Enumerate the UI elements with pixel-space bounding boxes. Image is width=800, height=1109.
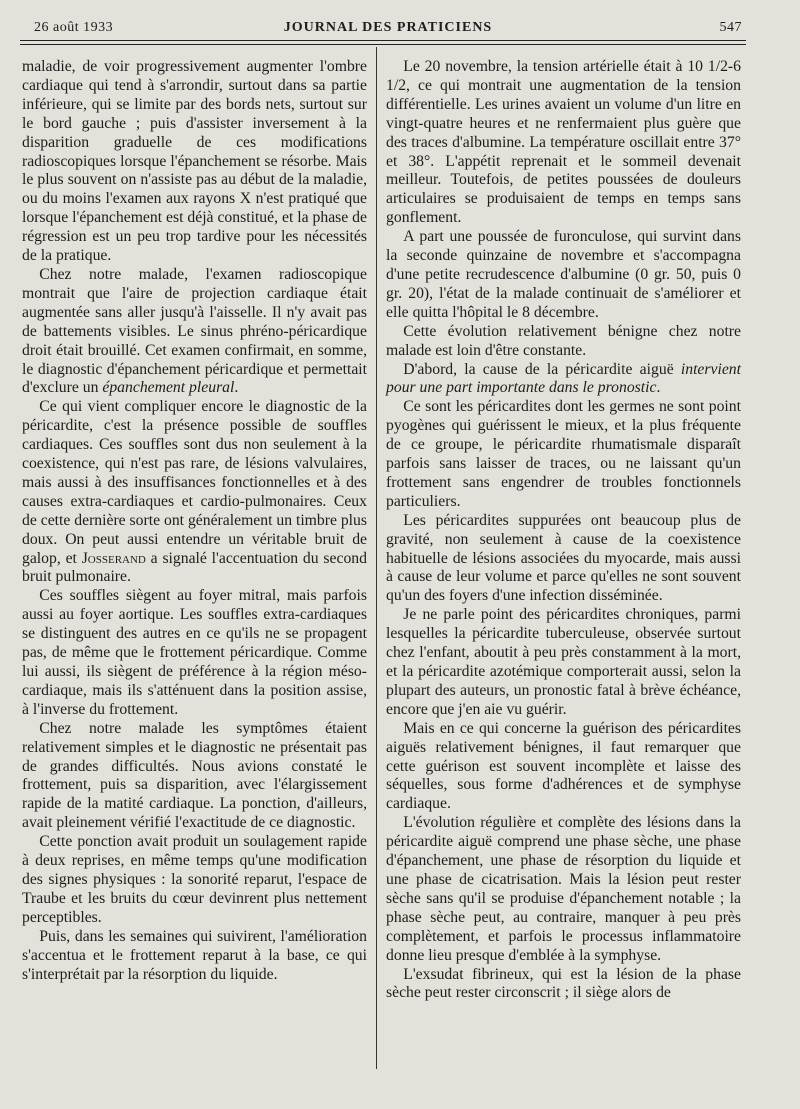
header-rule-bottom	[20, 44, 746, 45]
paragraph: A part une poussée de furonculose, qui survint dans la seconde quinzaine de novembre et s'accompagna d'une petite recrudescence d'albumine (0 gr. 50, puis 0 gr. 20), l'état de la malade continuait de s'améliorer et elle quitta l'hôpital le 8 décembre.	[386, 228, 741, 321]
column-divider	[376, 47, 377, 1069]
journal-title: JOURNAL DES PRATICIENS	[283, 20, 493, 35]
paragraph: Chez notre malade, l'examen radioscopique montrait que l'aire de projection cardiaque était augmentée sans aller jusqu'à l'aisselle. Il n'y avait pas de battements visibles. Le sinus phréno-péricardique droit était brouillé. Cet examen confirmait, en somme, le diagnostic d'épanchement péricardique et permettait d'exclure un épanchement pleural.	[22, 265, 367, 397]
page-number: 547	[719, 20, 742, 35]
paragraph: Les péricardites suppurées ont beaucoup plus de gravité, non seulement à cause de la coexistence habituelle de lésions associées du myocarde, mais aussi à cause de leur volume et parce qu'elles ne sont souvent qu'un des foyers d'une infection disséminée.	[386, 511, 741, 605]
paragraph: Ce sont les péricardites dont les germes ne sont point pyogènes qui guérissent le mieux, et la plus fréquente de ce groupe, le péricardite rhumatismale disparaît parfois sans laisser de traces, ou ne laissant qu'un frottement sans engendrer de troubles fonctionnels particuliers.	[386, 398, 741, 510]
page-header	[34, 20, 742, 42]
paragraph: Le 20 novembre, la tension artérielle était à 10 1/2-6 1/2, ce qui montrait une augmentation de la tension différentielle. Les urines avaient un volume d'un litre en vingt-quatre heures et ne renfermaient plus guère que des traces d'albumine. La température oscillait entre 37° et 38°. L'appétit reprenait et le sommeil devenait meilleur. Toutefois, de petites poussées de douleurs articulaires se produisaient de temps en temps sans gonflement.	[386, 58, 741, 227]
paragraph: Puis, dans les semaines qui suivirent, l'amélioration s'accentua et le frottement reparut à la base, ce qui s'interprétait par la résorption du liquide.	[22, 927, 367, 983]
right-column	[386, 58, 741, 1003]
paragraph: Chez notre malade les symptômes étaient relativement simples et le diagnostic ne présentait pas de grandes difficultés. Nous avions constaté le frottement, puis sa disparition, avec l'élargissement rapide de la matité cardiaque. La ponction, d'ailleurs, avait pleinement vérifié l'exactitude de ce diagnostic.	[22, 719, 367, 832]
paragraph: Cette évolution relativement bénigne chez notre malade est loin d'être constante.	[386, 322, 741, 359]
paragraph: Cette ponction avait produit un soulagement rapide à deux reprises, en même temps qu'une modification des signes physiques : la sonorité reparut, l'espace de Traube et les bruits du cœur devinrent plus nettement perceptibles.	[22, 833, 367, 926]
paragraph: Ce qui vient compliquer encore le diagnostic de la péricardite, c'est la présence possible de souffles cardiaques. Ces souffles sont dus non seulement à la coexistence, qui n'est pas rare, de lésions valvulaires, mais aussi à des insuffisances fonctionnelles et à des causes extra-cardiaques et cardio-pulmonaires. Ceux de cette dernière sorte ont généralement un timbre plus doux. On peut aussi entendre un véritable bruit de galop, et Josserand a signalé l'accentuation du second bruit pulmonaire.	[22, 398, 367, 586]
paragraph: D'abord, la cause de la péricardite aiguë intervient pour une part importante dans le pronostic.	[386, 360, 741, 397]
paragraph: maladie, de voir progressivement augmenter l'ombre cardiaque qui tend à s'arrondir, surtout dans sa partie inférieure, qui se limite par des bords nets, surtout sur le bord gauche ; puis d'assister inversement à la disparition graduelle de ces modifications radioscopiques lorsque l'épanchement se résorbe. Mais le plus souvent on n'assiste pas au début de la maladie, ou du moins l'examen aux rayons X n'est pratiqué que lorsque l'épanchement est déjà constitué, et la phase de régression est un peu trop tardive pour les nécessités de la pratique.	[22, 58, 367, 265]
paragraph: Mais en ce qui concerne la guérison des péricardites aiguës relativement bénignes, il faut remarquer que cette guérison est souvent incomplète et laisse des séquelles, sous forme d'adhérences et de symphyse cardiaque.	[386, 719, 741, 813]
paragraph: Ces souffles siègent au foyer mitral, mais parfois aussi au foyer aortique. Les souffles extra-cardiaques se distinguent des autres en ce qu'ils ne se propagent pas, de même que le frottement péricardique. Comme lui aussi, ils siègent de préférence à la région méso-cardiaque, mais ils s'atténuent dans la position assise, à l'inverse du frottement.	[22, 587, 367, 718]
header-date: 26 août 1933	[34, 20, 114, 35]
paragraph: L'évolution régulière et complète des lésions dans la péricardite aiguë comprend une phase sèche, une phase d'épanchement, une phase de résorption du liquide et une phase de cicatrisation. Mais la lésion peut rester sèche sans qu'il se produise d'épanchement notable ; la phase sèche peut, au contraire, manquer à peu près complètement, et parfois le processus inflammatoire donne lieu presque d'emblée à la symphyse.	[386, 814, 741, 964]
author-name: Josserand	[81, 549, 146, 567]
paragraph: Je ne parle point des péricardites chroniques, parmi lesquelles la péricardite tuberculeuse, observée surtout chez l'enfant, aboutit à peu près constamment à la mort, et la péricardite azotémique comporterait aussi, selon la plupart des auteurs, un pronostic fatal à brève échéance, encore que j'en aie vu guérir.	[386, 606, 741, 718]
paragraph: L'exsudat fibrineux, qui est la lésion de la phase sèche peut rester circonscrit ; il siège alors de	[386, 965, 741, 1002]
header-rule-top	[20, 40, 746, 41]
left-column	[22, 58, 367, 984]
